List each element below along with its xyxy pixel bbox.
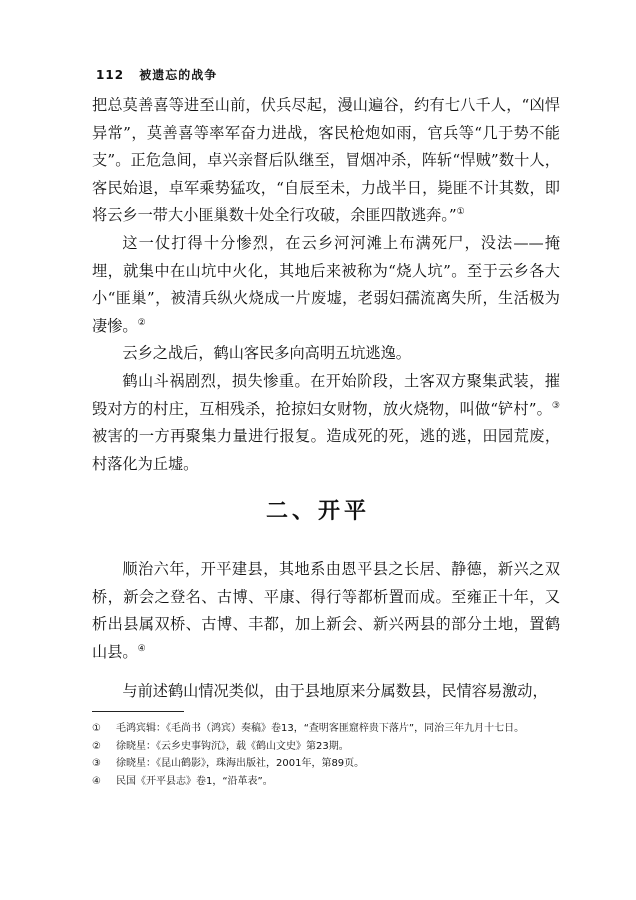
footnote (92, 773, 560, 791)
footnotes (92, 720, 560, 790)
footnote-number: ① (92, 723, 101, 734)
footnote-text: 民国《开平县志》卷1，“沿革表”。 (116, 775, 273, 787)
main-text-bottom (92, 556, 560, 706)
footnote-number: ③ (92, 758, 101, 769)
footnote-text: 毛鸿宾辑：《毛尚书（鸿宾）奏稿》卷13，“查明客匪窟梓贵下落片”，同治三年九月十七日。 (116, 723, 525, 734)
running-title: 被遗忘的战争 (139, 68, 218, 82)
footnote-mark: ① (456, 207, 465, 218)
footnote-text: 徐晓星：《昆山鹤影》，珠海出版社，2001年，第89页。 (116, 758, 365, 769)
main-text-top (92, 92, 560, 478)
page-number: 112 (96, 68, 125, 82)
footnote-number: ② (92, 740, 101, 752)
paragraph: 把总莫善喜等进至山前，伏兵尽起，漫山遍谷，约有七八千人，“凶悍异常”，莫善喜等率军奋力进战，客民枪炮如雨，官兵等“几于势不能支”。正危急间，卓兴亲督后队继至，冒烟冲杀，阵斩“悍贼”数十人，客民始退，卓军乘势猛攻，“自辰至未，力战半日，毙匪不计其数，即将云乡一带大小匪巢数十处全行攻破，余匪四散逃奔。”① (92, 96, 560, 225)
footnote-number: ④ (92, 775, 101, 787)
footnote (92, 755, 560, 773)
footnote-text: 徐晓星：《云乡史事钩沉》，载《鹤山文史》第23期。 (116, 740, 349, 752)
section-heading: 二、开平 (265, 499, 370, 524)
paragraph: 顺治六年，开平建县，其地系由恩平县之长居、静德，新兴之双桥，新会之登名、古博、平康、得行等都析置而成。至雍正十年，又析出县属双桥、古博、丰都，加上新会、新兴两县的部分土地，置鹤山县。④ (92, 560, 560, 661)
running-header (96, 66, 217, 83)
footnote-mark: ③ (551, 400, 560, 411)
footnote (92, 738, 560, 756)
footnote-mark: ② (137, 317, 146, 328)
footnote-mark: ④ (137, 643, 146, 654)
paragraph: 鹤山斗祸剧烈，损失惨重。在开始阶段，土客双方聚集武装，摧毁对方的村庄，互相残杀，抢掠妇女财物，放火烧物，叫做“铲村”。③被害的一方再聚集力量进行报复。造成死的死，逃的逃，田园荒废，村落化为丘墟。 (92, 371, 560, 473)
footnote-divider (92, 711, 184, 712)
paragraph: 这一仗打得十分惨烈，在云乡河河滩上布满死尸，没法——掩埋，就集中在山坑中火化，其地后来被称为“烧人坑”。至于云乡各大小“匪巢”，被清兵纵火烧成一片废墟，老弱妇孺流离失所，生活极为凄惨。② (92, 233, 560, 335)
paragraph: 云乡之战后，鹤山客民多向高明五坑逃逸。 (122, 344, 411, 363)
footnote (92, 720, 560, 738)
paragraph: 与前述鹤山情况类似，由于县地原来分属数县，民情容易激动， (122, 682, 548, 701)
